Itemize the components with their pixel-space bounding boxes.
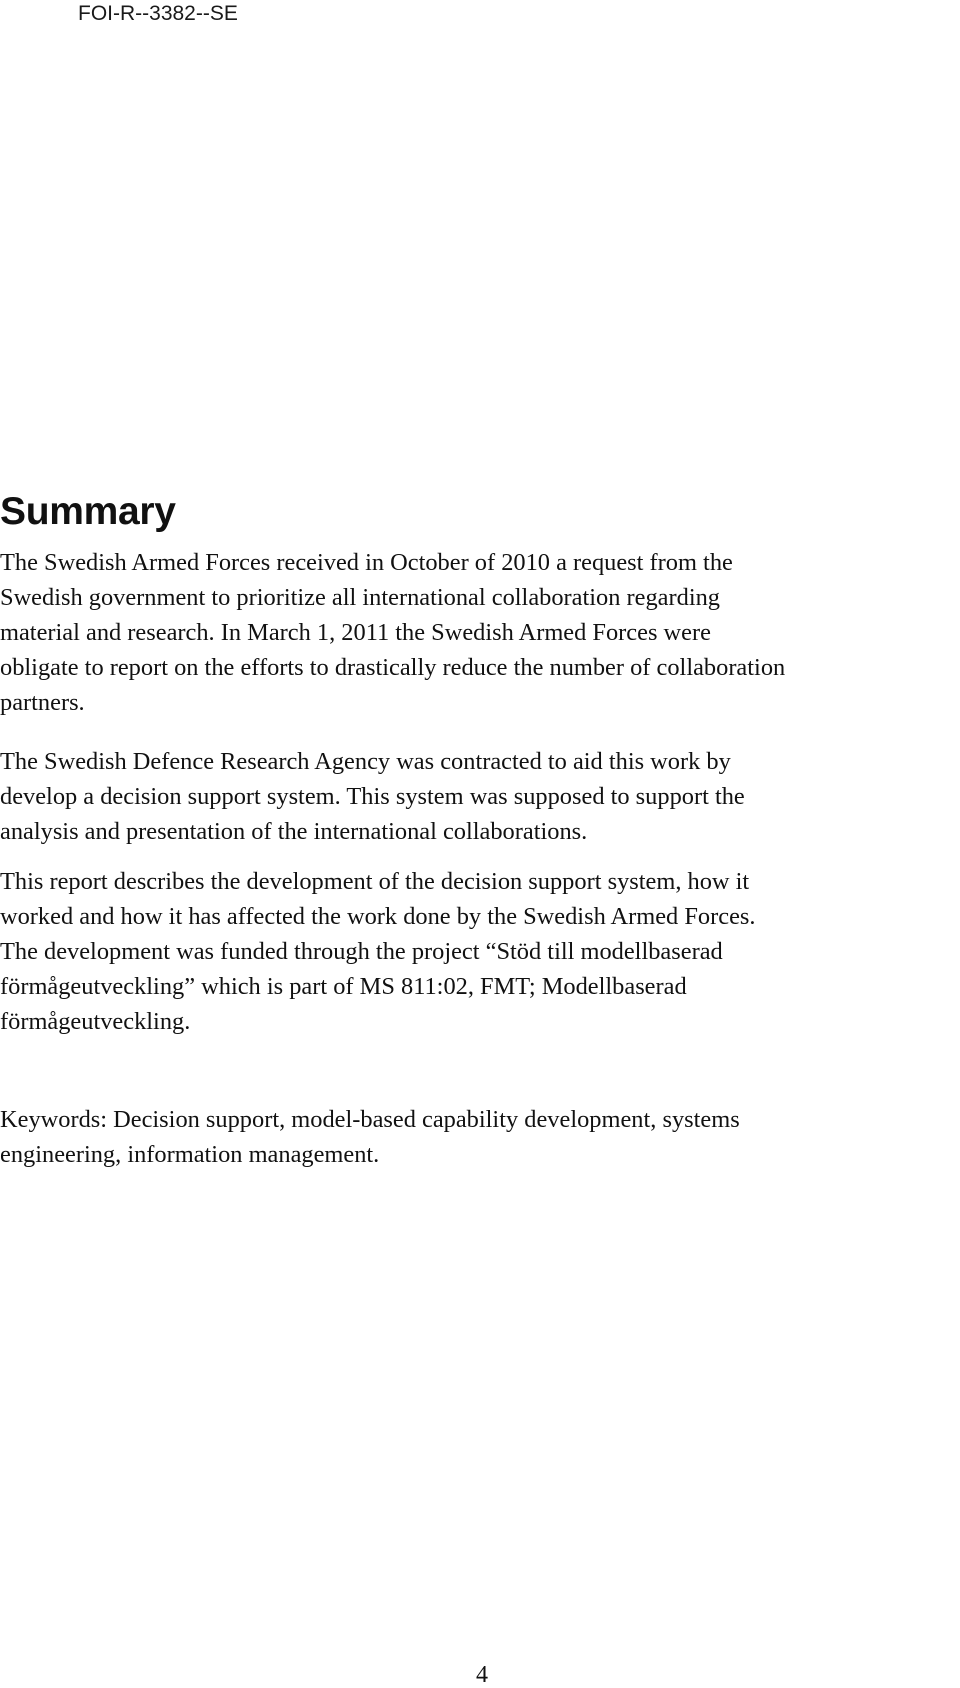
paragraph-line: Swedish government to prioritize all international collaboration regarding xyxy=(0,584,720,611)
keywords-line: engineering, information management. xyxy=(0,1141,380,1168)
paragraph-line: partners. xyxy=(0,689,85,716)
paragraph-line: förmågeutveckling” which is part of MS 811:02, FMT; Modellbaserad xyxy=(0,973,687,1000)
paragraph-line: förmågeutveckling. xyxy=(0,1008,191,1035)
report-id: FOI-R--3382--SE xyxy=(78,2,238,25)
paragraph-line: The development was funded through the project “Stöd till modellbaserad xyxy=(0,938,723,965)
paragraph-line: worked and how it has affected the work done by the Swedish Armed Forces. xyxy=(0,903,756,930)
paragraph-line: develop a decision support system. This system was supposed to support the xyxy=(0,783,745,810)
summary-paragraph-3 xyxy=(0,864,960,1039)
paragraph-line: The Swedish Armed Forces received in October of 2010 a request from the xyxy=(0,549,733,576)
page-title: Summary xyxy=(0,490,176,533)
keywords-line: Keywords: Decision support, model-based capability development, systems xyxy=(0,1106,740,1133)
summary-paragraph-2 xyxy=(0,744,960,849)
paragraph-line: analysis and presentation of the international collaborations. xyxy=(0,818,588,845)
paragraph-line: material and research. In March 1, 2011 the Swedish Armed Forces were xyxy=(0,619,711,646)
paragraph-line: obligate to report on the efforts to drastically reduce the number of collaboration xyxy=(0,654,786,681)
paragraph-line: This report describes the development of the decision support system, how it xyxy=(0,868,750,895)
paragraph-line: The Swedish Defence Research Agency was contracted to aid this work by xyxy=(0,748,731,775)
summary-paragraph-1 xyxy=(0,545,960,720)
page-number: 4 xyxy=(476,1662,488,1688)
keywords-paragraph xyxy=(0,1102,960,1172)
